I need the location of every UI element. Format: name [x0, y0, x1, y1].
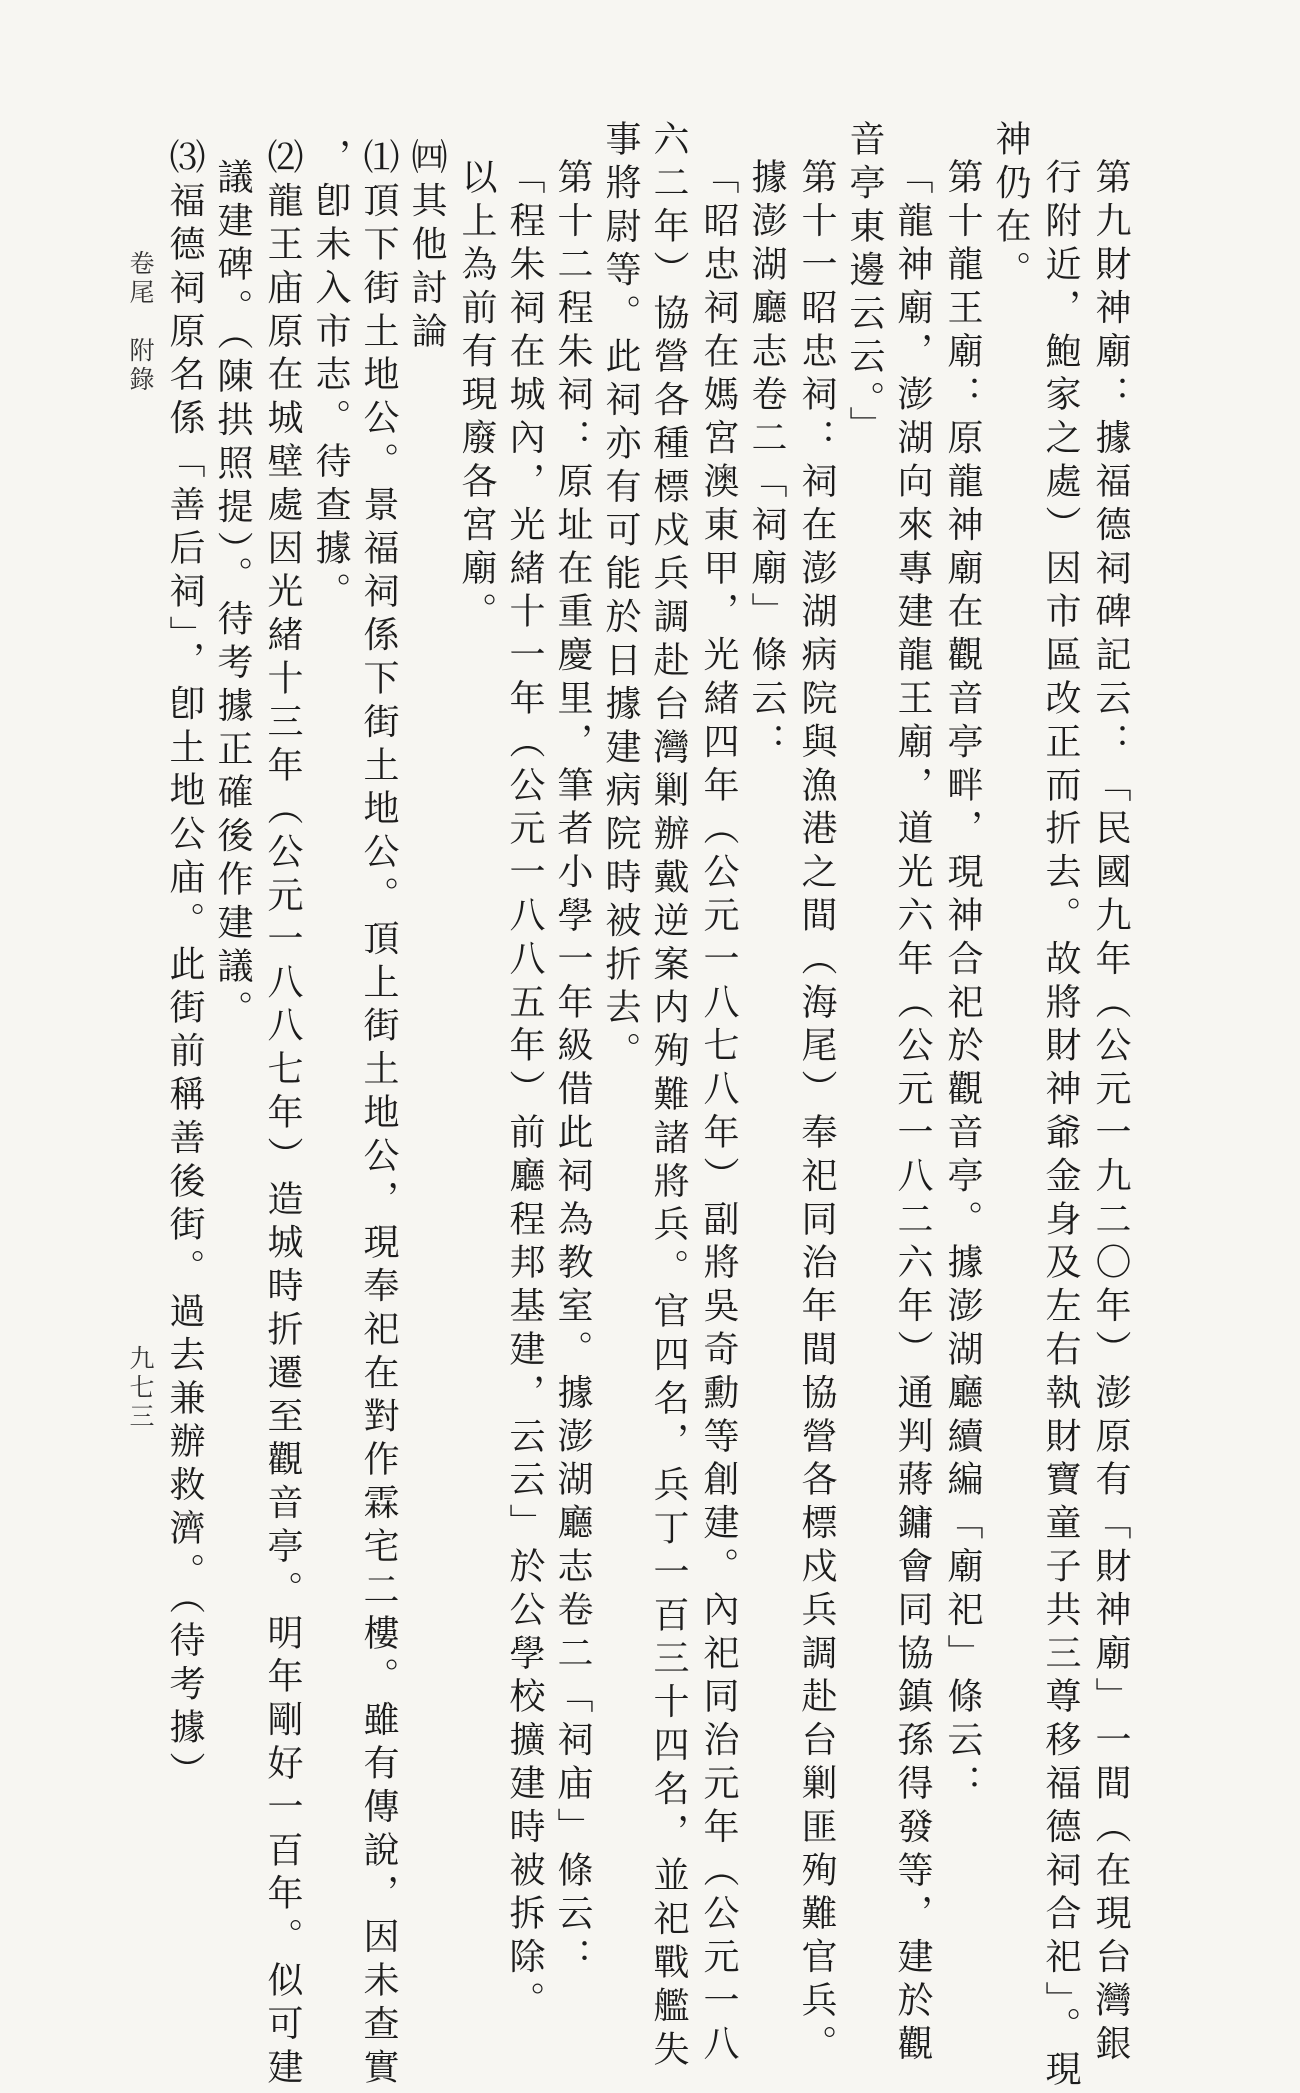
text-column-14: 以上為前有現廢各宮廟。: [456, 158, 497, 636]
text-column-7: 第十一昭忠祠：祠在澎湖病院與漁港之間（海尾）奉祀同治年間協營各標戍兵調赴台剿匪殉難官兵。: [796, 158, 837, 2068]
text-column-6: 音亭東邊云云。」: [844, 120, 885, 450]
text-column-16: ⑴頂下街土地公。景福祠係下街土地公。頂上街土地公，現奉祀在對作霖宅二樓。雖有傳說，因未查實: [358, 138, 399, 2091]
text-column-18: ⑵龍王庙原在城壁處因光緒十三年（公元一八八七年）造城時折遷至觀音亭。明年剛好一百年。似可建: [262, 138, 303, 2091]
text-column-17: ，卽未入市志。待查據。: [310, 138, 351, 616]
page-number: 九七三: [126, 1345, 155, 1432]
text-column-19: 議建碑。（陳拱照提）。待考據正確後作建議。: [212, 158, 253, 1034]
text-column-3: 神仍在。: [990, 120, 1031, 294]
text-column-12: 第十二程朱祠：原址在重慶里，筆者小學一年級借此祠為教室。據澎湖廳志卷二「祠庙」條云：: [552, 158, 593, 1981]
text-column-4: 第十龍王廟：原龍神廟在觀音亭畔，現神合祀於觀音亭。據澎湖廳續編「廟祀」條云：: [942, 158, 983, 1808]
text-column-10: 六二年）協營各種標戍兵調赴台灣剿辦戴逆案内殉難諸將兵。官四名，兵丁一百三十四名，並祀戰艦失: [648, 120, 689, 2073]
text-column-11: 事將尉等。此祠亦有可能於日據建病院時被折去。: [600, 120, 641, 1075]
text-column-5: 「龍神廟，澎湖向來專建龍王廟，道光六年（公元一八二六年）通判蔣鏞會同協鎮孫得發等，建於觀: [892, 158, 933, 2068]
text-column-15: ㈣其他討論: [406, 138, 447, 355]
section-label: 卷尾 附錄: [126, 250, 155, 395]
text-column-9: 「昭忠祠在媽宮澳東甲，光緒四年（公元一八七八年）副將吳奇勳等創建。內祀同治元年（公元一八: [698, 158, 739, 2068]
text-column-20: ⑶福德祠原名係「善后祠」，卽土地公庙。此街前稱善後街。過去兼辦救濟。（待考據）: [164, 138, 205, 1795]
text-column-1: 第九財神廟：據福德祠碑記云：「民國九年（公元一九二〇年）澎原有「財神廟」一間（在現台灣銀: [1090, 158, 1131, 2068]
text-column-13: 「程朱祠在城內，光緒十一年（公元一八八五年）前廳程邦基建，云云」於公學校擴建時被拆除。: [504, 158, 545, 2025]
text-column-8: 據澎湖廳志卷二「祠廟」條云：: [746, 158, 787, 766]
text-column-2: 行附近，鮑家之處）因市區改正而折去。故將財神爺金身及左右執財寶童子共三尊移福德祠合祀」。現: [1040, 158, 1081, 2093]
